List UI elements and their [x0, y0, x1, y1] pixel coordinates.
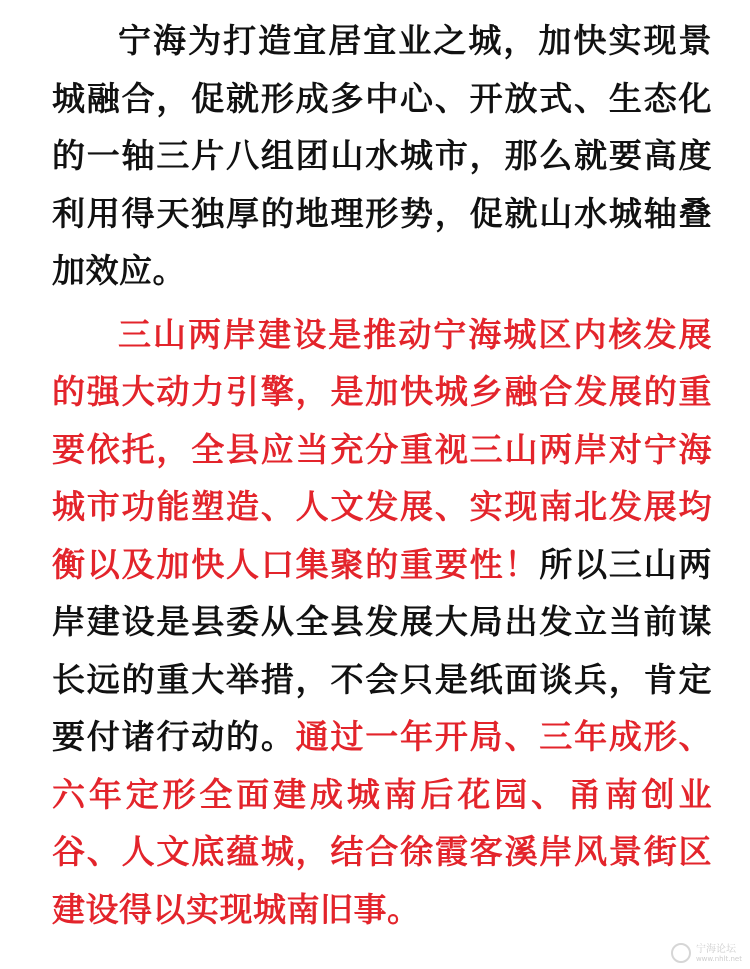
site-watermark	[671, 943, 742, 963]
paragraph-intro	[52, 12, 712, 300]
highlight-text-importance: 三山两岸建设是推动宁海城区内核发展的强大动力引擎，是加快城乡融合发展的重要依托，全县应当充分重视三山两岸对宁海城市功能塑造、人文发展、实现南北发展均衡以及加快人口集聚的重要性！	[52, 314, 712, 584]
watermark-url: www.nhlt.net	[695, 954, 742, 963]
watermark-logo-icon	[671, 943, 691, 963]
watermark-title: 宁海论坛	[695, 943, 736, 955]
body-text-initiative: 所以三山两岸建设是县委从全县发展大局出发立当前谋长远的重大举措，不会只是纸面谈兵，肯定要付诸行动的。	[52, 544, 713, 756]
watermark-text	[696, 944, 742, 963]
highlight-text-plan: 通过一年开局、三年成形、六年定形全面建成城南后花园、甬南创业谷、人文底蕴城，结合徐霞客溪岸风景街区建设得以实现城南旧事。	[52, 717, 713, 929]
paragraph-intro-text: 宁海为打造宜居宜业之城，加快实现景城融合，促就形成多中心、开放式、生态化的一轴三片八组团山水城市，那么就要高度利用得天独厚的地理形势，促就山水城轴叠加效应。	[52, 21, 712, 290]
paragraph-three-mountains	[52, 306, 712, 939]
article-body	[52, 12, 712, 938]
